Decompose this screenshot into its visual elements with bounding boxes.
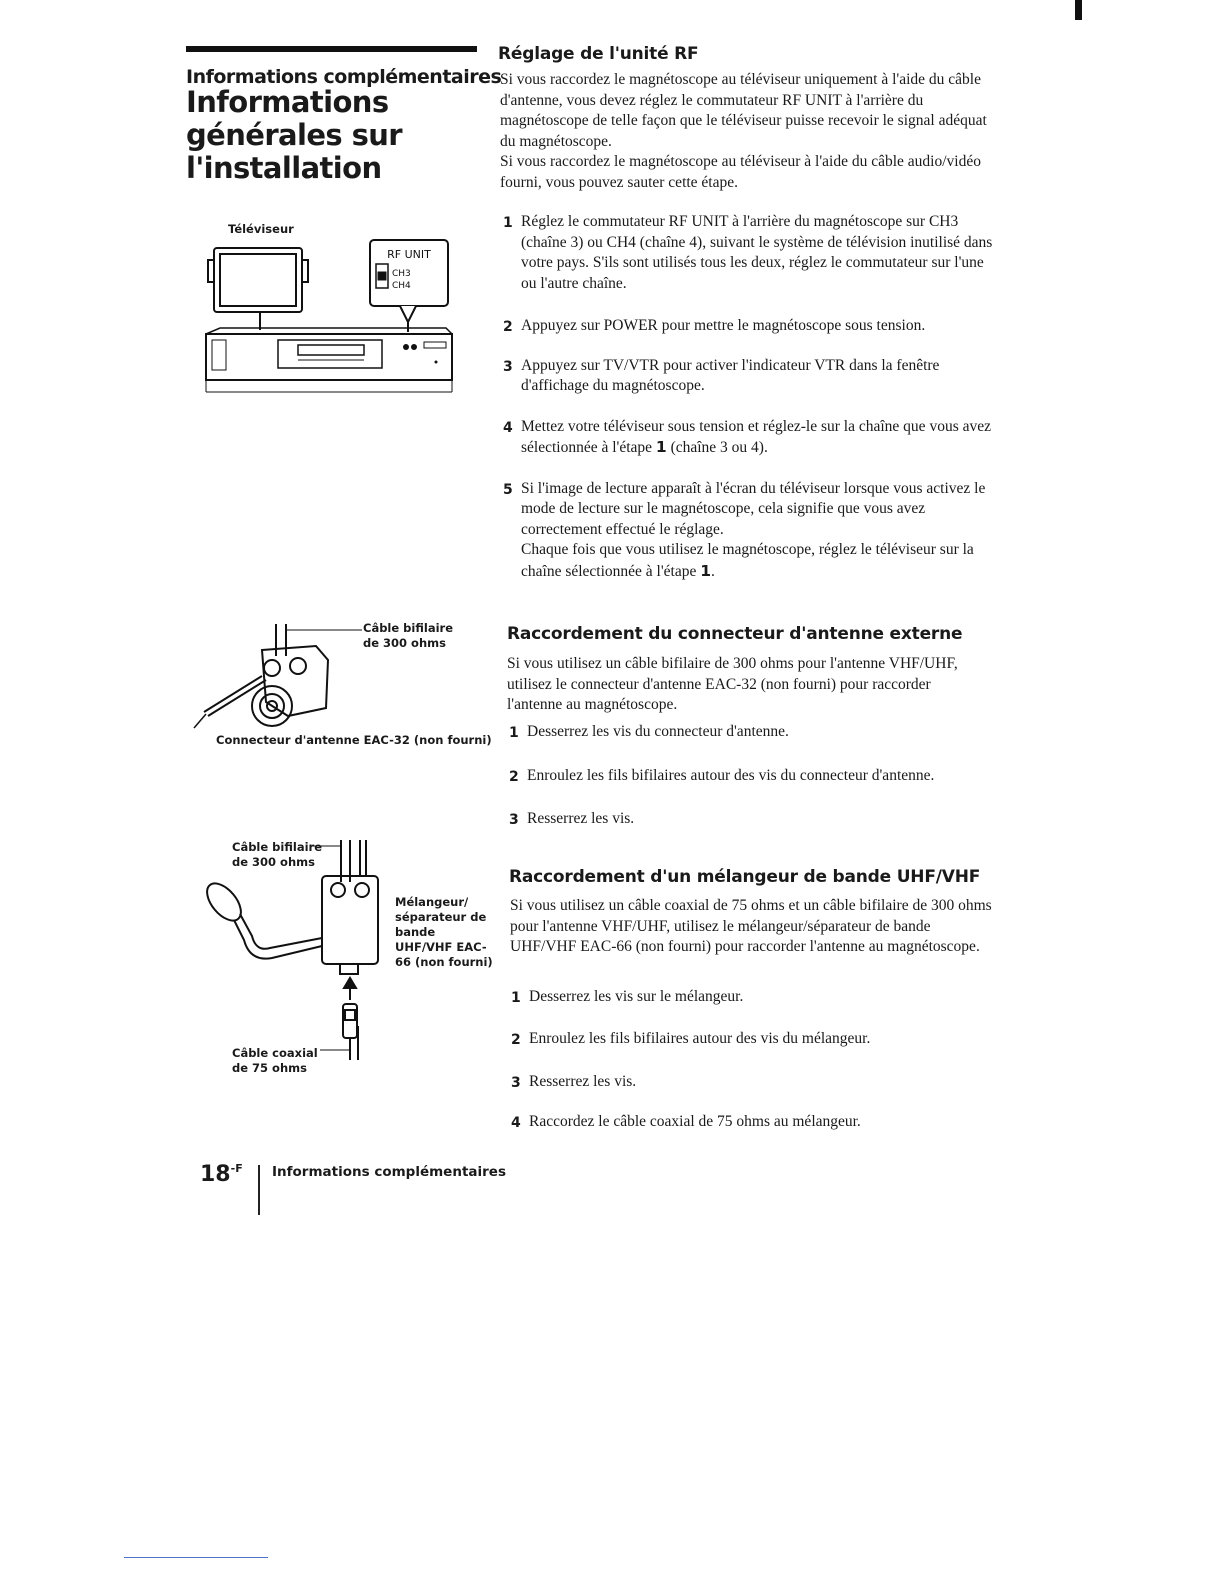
mixer-step [511,1112,996,1134]
ch4-label: CH4 [392,281,411,291]
step-text-part: Si l'image de lecture apparaît à l'écran du téléviseur lorsque vous activez le mode de lecture sur le magnétoscope, cela signifie que vous avez correctement effectué le réglage. [521,479,986,538]
antenna-step [509,766,989,788]
step-text: Enroulez les fils bifilaires autour des vis du mélangeur. [529,1029,871,1047]
step-text: Appuyez sur TV/VTR pour activer l'indicateur VTR dans la fenêtre d'affichage du magnétoscope. [521,356,940,394]
step-text: Resserrez les vis. [527,810,635,827]
rf-intro-paragraph-2: Si vous raccordez le magnétoscope au téléviseur à l'aide du câble audio/vidéo fourni, vous pouvez sauter cette étape. [500,153,981,191]
step-number: 3 [511,1075,521,1091]
coax-label: Câble coaxial de 75 ohms [232,1046,318,1075]
step-text-part: Mettez votre téléviseur sous tension et réglez-le sur la chaîne que vous avez sélectionnée à l'étape [521,417,991,456]
footer-divider [258,1165,260,1215]
edge-tab-mark [1075,0,1082,20]
page-number-suffix: -F [230,1162,243,1175]
step-text [521,479,1003,583]
page-title: Informations générales sur l'installation [186,85,402,185]
rf-step [503,212,1003,294]
step-ref: 1 [655,438,667,456]
step-text: Enroulez les fils bifilaires autour des vis du connecteur d'antenne. [527,766,935,784]
step-number: 1 [509,725,519,741]
rf-step [503,479,1003,583]
step-number: 4 [511,1114,521,1131]
mixer-step [511,1072,996,1094]
section-rule [186,46,477,52]
tv-figure-label: Téléviseur [228,222,294,236]
mixer-step [511,1029,996,1051]
mixer-steps-list [511,987,996,1133]
mixer-section-heading: Raccordement d'un mélangeur de bande UHF/VHF [509,867,981,887]
mixer-label: Mélangeur/ séparateur de bande UHF/VHF EAC-66 (non fourni) [395,895,493,969]
step-number: 1 [503,215,513,231]
antenna-step [509,809,989,831]
step-text: Réglez le commutateur RF UNIT à l'arrière du magnétoscope sur CH3 (chaîne 3) ou CH4 (chaîne 4), suivant le système de télévision inutilisé dans votre pays. S'ils sont utilisés tous les deux, réglez le commutateur sur l'une ou l'autre chaîne. [521,213,993,292]
step-number: 2 [509,768,519,785]
antenna-steps-list [509,722,989,831]
step-number: 5 [503,481,513,498]
vcr-tape-slot [278,340,382,368]
vcr-body [206,334,452,380]
twin-lead-label-2: Câble bifilaire de 300 ohms [232,840,322,869]
step-number: 4 [503,419,513,436]
rf-step [503,316,1003,338]
page-number-value: 18 [200,1162,231,1187]
eac32-label: Connecteur d'antenne EAC-32 (non fourni) [216,733,492,747]
eac32-connector-illustration [190,616,370,731]
rf-unit-label: RF UNIT [387,248,431,261]
step-text [521,417,1003,459]
step-text-part [521,540,1003,582]
rf-step [503,417,1003,459]
section-title: Informations complémentaires [186,66,502,88]
step-text-part: Chaque fois que vous utilisez le magnétoscope, réglez le téléviseur sur la chaîne sélectionnée à l'étape [521,541,974,580]
footer-section-name: Informations complémentaires [272,1164,506,1180]
page-number [200,1162,243,1187]
rf-steps-list [503,212,1003,582]
rf-section-heading: Réglage de l'unité RF [498,44,699,64]
tv-screen [220,254,296,306]
mixer-step [511,987,996,1009]
mixer-section-intro: Si vous utilisez un câble coaxial de 75 ohms et un câble bifilaire de 300 ohms pour l'antenne VHF/UHF, utilisez le mélangeur/séparateur de bande UHF/VHF EAC-66 (non fourni) pour raccorder l'antenne au magnétoscope. [510,897,992,955]
step-text: Appuyez sur POWER pour mettre le magnétoscope sous tension. [521,317,926,334]
antenna-section-heading: Raccordement du connecteur d'antenne externe [507,624,963,644]
eac32-body [262,646,328,716]
antenna-section-intro: Si vous utilisez un câble bifilaire de 300 ohms pour l'antenne VHF/UHF, utilisez le connecteur d'antenne EAC-32 (non fourni) pour raccorder l'antenne au magnétoscope. [507,655,958,713]
step-text: Raccordez le câble coaxial de 75 ohms au mélangeur. [529,1112,861,1130]
step-number: 2 [511,1031,521,1048]
rf-section-intro [500,70,1000,193]
rf-step [503,356,1003,397]
step-number: 1 [511,990,521,1006]
ch3-label: CH3 [392,269,411,279]
tv-vcr-illustration [200,236,460,406]
eac66-mixer-illustration [200,836,390,1066]
step-number: 3 [509,812,519,828]
bottom-scan-line [124,1557,268,1558]
step-number: 2 [503,319,513,335]
twin-lead-label: Câble bifilaire de 300 ohms [363,621,453,650]
step-text-part: . [711,562,715,580]
antenna-step [509,722,989,744]
step-text: Desserrez les vis du connecteur d'antenne. [527,723,789,740]
step-text-part: (chaîne 3 ou 4). [666,439,768,456]
tv-body [214,248,302,312]
rf-intro-paragraph-1: Si vous raccordez le magnétoscope au téléviseur uniquement à l'aide du câble d'antenne, vous devez réglez le commutateur RF UNIT à l'arrière du magnétoscope de telle façon que le téléviseur puisse recevoir le signal adéquat du magnétoscope. [500,71,987,150]
step-ref: 1 [700,561,712,580]
step-number: 3 [503,358,513,375]
step-text: Resserrez les vis. [529,1073,637,1090]
step-text: Desserrez les vis sur le mélangeur. [529,988,744,1005]
